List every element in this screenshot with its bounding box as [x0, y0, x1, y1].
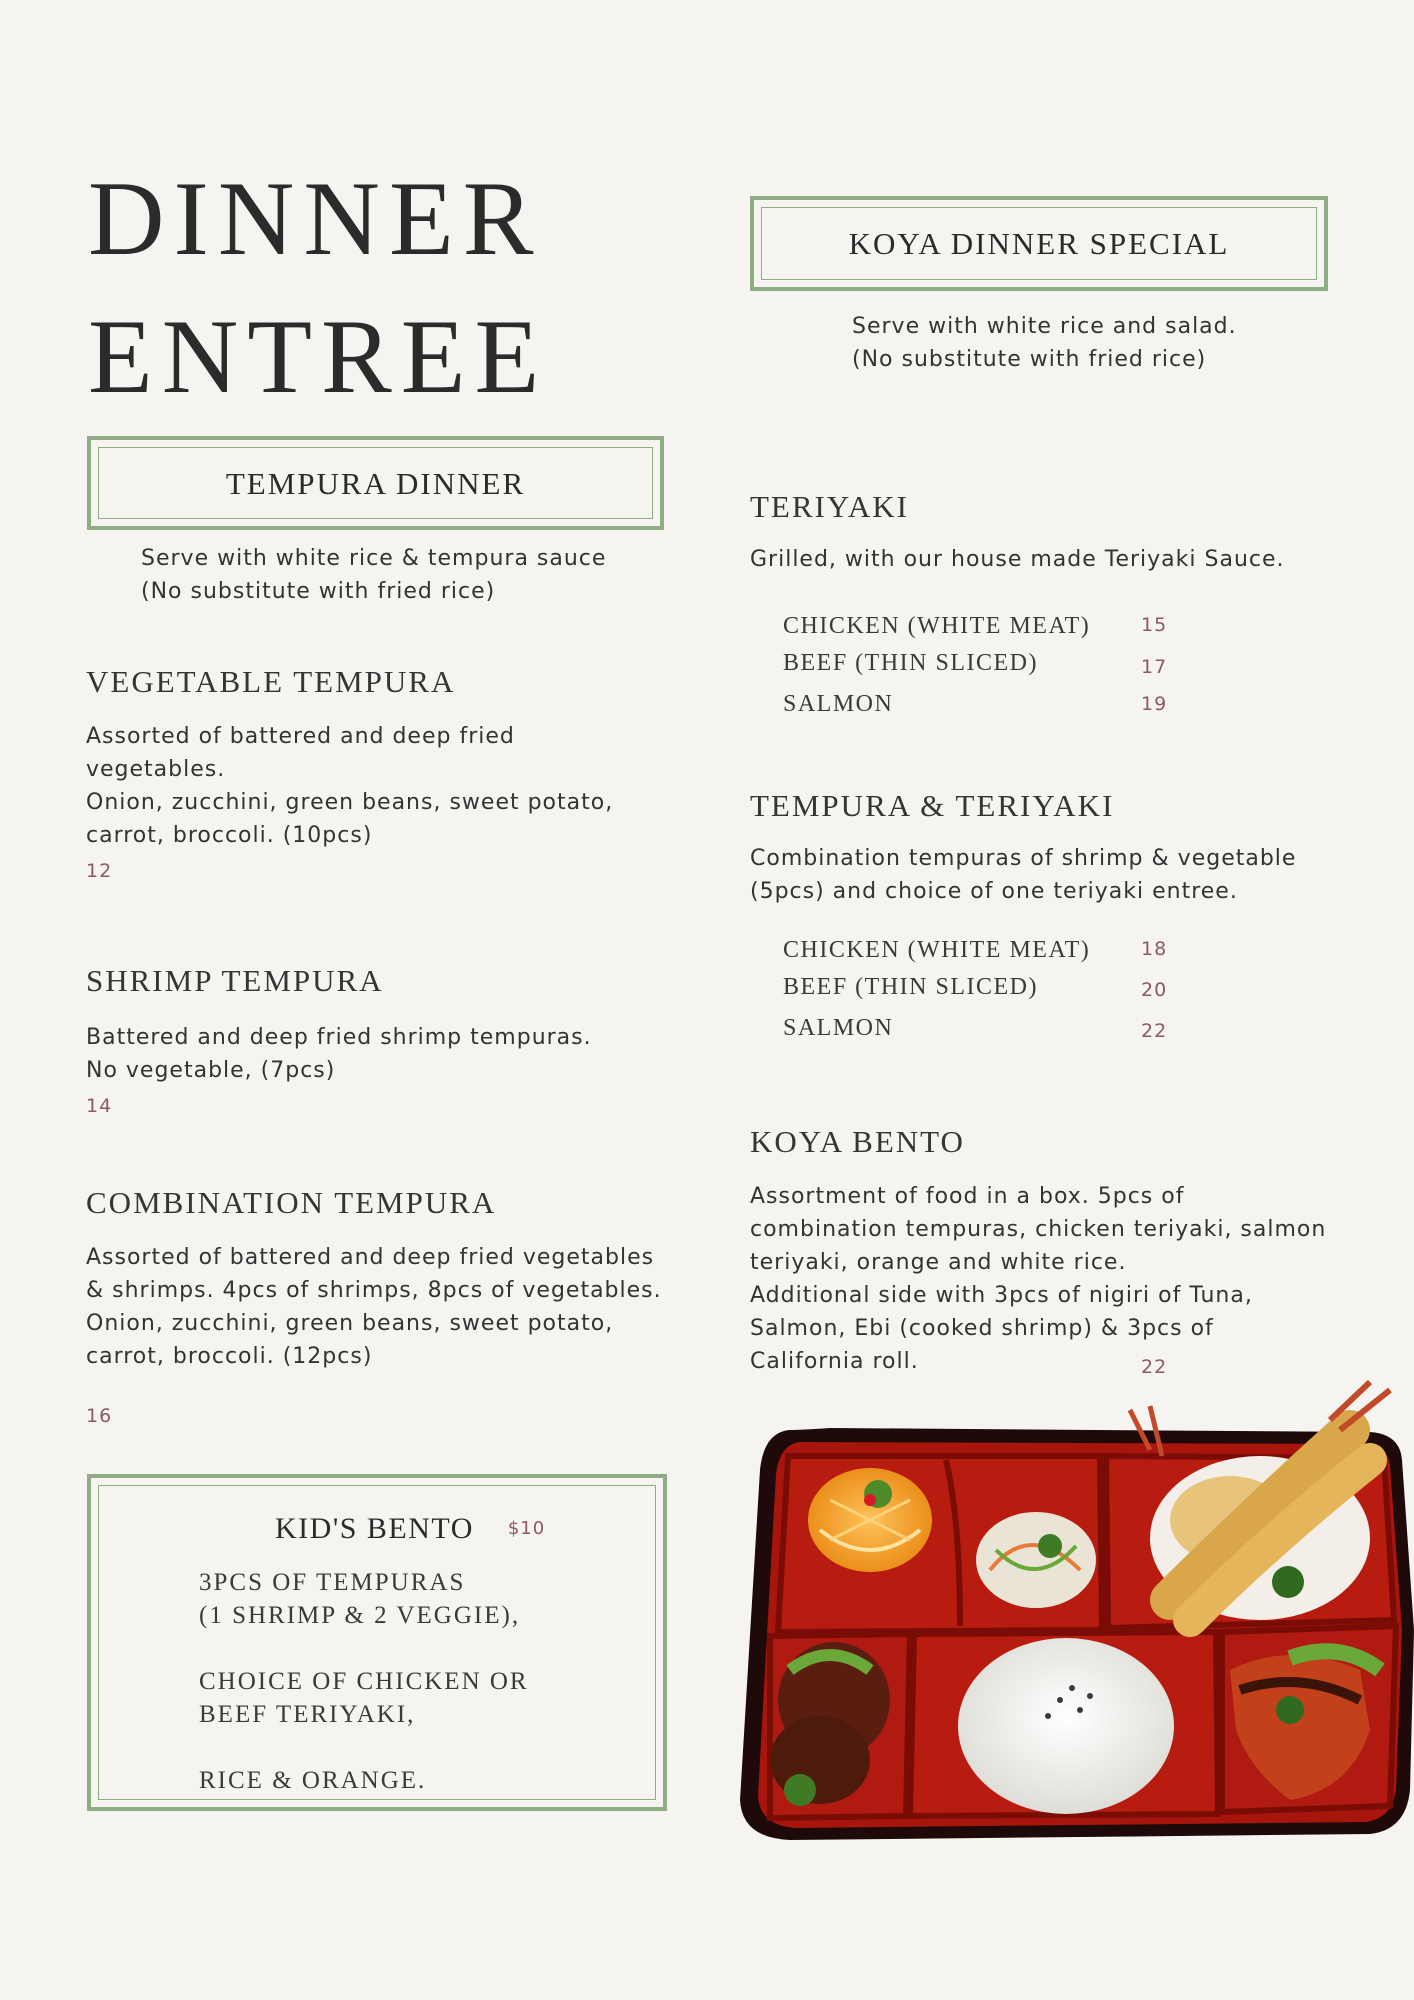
option-price: 20 [1141, 979, 1168, 1001]
koya-special-note-line: (No substitute with fried rice) [852, 347, 1207, 372]
item-name: TERIYAKI [750, 489, 909, 524]
kids-bento-title: KID'S BENTO [275, 1512, 474, 1545]
item-description [750, 1180, 1400, 1378]
koya-special-note [852, 310, 1237, 376]
item-name: KOYA BENTO [750, 1124, 965, 1159]
tempura-dinner-note [141, 542, 606, 608]
item-name: SHRIMP TEMPURA [86, 963, 384, 998]
tempura-dinner-header-box [87, 436, 664, 530]
kids-bento-line: CHOICE OF CHICKEN OR [199, 1668, 529, 1695]
option-name: SALMON [783, 1015, 894, 1041]
option-name: BEEF (THIN SLICED) [783, 650, 1038, 676]
option-name: SALMON [783, 691, 894, 717]
item-price: 16 [86, 1405, 113, 1427]
page-title-line1: DINNER [88, 160, 543, 277]
item-price: 14 [86, 1095, 113, 1117]
kids-bento-price: $10 [507, 1518, 546, 1539]
item-description [86, 1241, 696, 1373]
kids-bento-items [199, 1566, 529, 1797]
koya-bento-price: 22 [1141, 1356, 1168, 1378]
option-price: 18 [1141, 938, 1168, 960]
bento-box-photo [730, 1370, 1414, 1870]
item-price: 12 [86, 860, 113, 882]
desc-line: Onion, zucchini, green beans, sweet potato, [86, 1311, 614, 1336]
menu-item-shrimp-tempura [86, 963, 686, 1117]
item-description [86, 1021, 686, 1087]
kids-bento-line: BEEF TERIYAKI, [199, 1701, 416, 1728]
desc-line: Assortment of food in a box. 5pcs of [750, 1184, 1185, 1209]
item-name: VEGETABLE TEMPURA [86, 664, 456, 699]
kids-bento-line: 3PCS OF TEMPURAS [199, 1569, 466, 1596]
item-description [86, 720, 686, 852]
desc-line: California roll. [750, 1349, 919, 1374]
desc-line: & shrimps. 4pcs of shrimps, 8pcs of vegetables. [86, 1278, 662, 1303]
option-price: 17 [1141, 656, 1168, 678]
desc-line: Assorted of battered and deep fried [86, 724, 515, 749]
desc-line: Battered and deep fried shrimp tempuras. [86, 1025, 592, 1050]
desc-line: vegetables. [86, 757, 226, 782]
item-description: Grilled, with our house made Teriyaki Sauce. [750, 547, 1285, 572]
kids-bento-line: (1 SHRIMP & 2 VEGGIE), [199, 1602, 521, 1629]
desc-line: (5pcs) and choice of one teriyaki entree. [750, 879, 1238, 904]
koya-special-header-box [750, 196, 1328, 291]
menu-item-vegetable-tempura [86, 664, 686, 882]
option-price: 22 [1141, 1020, 1168, 1042]
menu-item-koya-bento [750, 1124, 1400, 1378]
desc-line: teriyaki, orange and white rice. [750, 1250, 1127, 1275]
kids-bento-box [87, 1474, 667, 1811]
menu-item-tempura-teriyaki [750, 788, 1390, 908]
koya-special-note-line: Serve with white rice and salad. [852, 314, 1237, 339]
desc-line: combination tempuras, chicken teriyaki, salmon [750, 1217, 1327, 1242]
koya-special-heading: KOYA DINNER SPECIAL [848, 226, 1230, 261]
item-description [750, 842, 1390, 908]
tempura-dinner-note-line: Serve with white rice & tempura sauce [141, 546, 607, 571]
option-price: 19 [1141, 693, 1168, 715]
option-name: CHICKEN (WHITE MEAT) [783, 613, 1091, 639]
desc-line: Onion, zucchini, green beans, sweet potato, [86, 790, 614, 815]
page-title [88, 150, 548, 426]
desc-line: carrot, broccoli. (10pcs) [86, 823, 373, 848]
desc-line: No vegetable, (7pcs) [86, 1058, 336, 1083]
page-title-line2: ENTREE [88, 298, 549, 415]
desc-line: Salmon, Ebi (cooked shrimp) & 3pcs of [750, 1316, 1214, 1341]
menu-item-teriyaki [750, 489, 1390, 576]
option-price: 15 [1141, 614, 1168, 636]
item-name: COMBINATION TEMPURA [86, 1185, 497, 1220]
desc-line: Combination tempuras of shrimp & vegetable [750, 846, 1297, 871]
option-name: BEEF (THIN SLICED) [783, 974, 1038, 1000]
item-name: TEMPURA & TERIYAKI [750, 788, 1115, 823]
tempura-dinner-heading: TEMPURA DINNER [225, 466, 526, 501]
desc-line: carrot, broccoli. (12pcs) [86, 1344, 373, 1369]
desc-line: Assorted of battered and deep fried vegetables [86, 1245, 655, 1270]
kids-bento-line: RICE & ORANGE. [199, 1767, 427, 1794]
option-name: CHICKEN (WHITE MEAT) [783, 937, 1091, 963]
menu-item-combination-tempura [86, 1185, 696, 1427]
tempura-dinner-note-line: (No substitute with fried rice) [141, 579, 496, 604]
desc-line: Additional side with 3pcs of nigiri of Tuna, [750, 1283, 1253, 1308]
